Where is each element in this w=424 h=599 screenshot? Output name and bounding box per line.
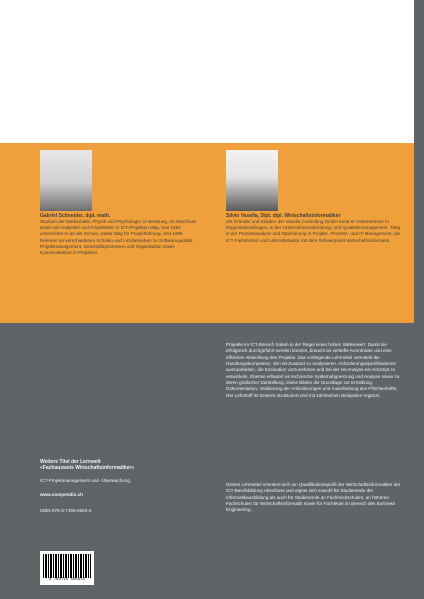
author-1-bio: Studium der Mathematik, Physik und Psychologie; in Beratung, im Abschluss sowie als Analytiker und Projektleiter in ICT-Projekten tätig. Seit 1993 unterrichtet er an der Schule, weiter tätig für Projektführung, Seit 1996 Referent an verschiedenen Schulen und Lehrbetrieben zu Softwarequalität, Projektmanagement, Geschäftsprozessen und Organisation sowie Kommunikation in Projekten. [40, 219, 197, 255]
series-title-line1: Weitere Titel der Lernwelt [40, 459, 101, 465]
barcode-bars [43, 554, 91, 578]
series-title-line2: «Fachausweis Wirtschaftsinformatiker» [40, 465, 135, 472]
description-paragraph-1: Projekte im ICT-Bereich haben in der Regel einen hohen Stellenwert: Damit sie erfolgreich durchgeführt werden können, braucht es vertiefte Kenntnisse und eine effiziente Abwicklung des Projekts. Das vorliegende Lehrmittel vermittelt die Handlungskompetenz, den Ist-Zustand zu analysieren. Anforderungsspezifikationen auszuarbeiten, die Evaluation vorzunehmen und bei der Ist-Analyse ein Konzept zu entwickeln. Ebenso erläutert es technische Systemabgrenzung und Analyse sowie zu deren grafischer Darstellung. Diese Bilden die Grundlage zur Ermittlung, Dokumentation, Validierung der Anforderungen und Ausarbeitung des Pflichtenhefts. Der Lehrstoff ist bestens strukturiert und mit zahlreichen Beispielen ergänzt. [226, 342, 400, 398]
isbn-number: ISBN 978-3-7155-9563-4 [40, 508, 92, 514]
author-1-name: Gabriel Schneider, dipl. math. [40, 213, 111, 219]
barcode [40, 551, 94, 585]
author-photo-1 [40, 150, 92, 211]
barcode-digits: 9 783715 595634 [48, 578, 85, 582]
top-white-panel [0, 0, 414, 143]
author-2-bio: Als Gründer und Inhaber der Vasella Consulting GmbH berät er Unternehmen in Organisationsfragen, in der Unternehmensberatung, und Qualitätsmanagement. Tätig in der Prozessanalyse und Optimierung in Projekt-, Prozess- und IT-Management; als ICT-Fachdozent und Lehrmittelautor mit dem Schwerpunkt Wirtschaftsinformatik. [226, 219, 401, 243]
website-link[interactable]: www.compendio.ch [40, 491, 83, 497]
series-info [40, 459, 220, 515]
description-paragraph-2: Dieses Lehrmittel orientiert sich am Qualifikationsprofil der Wirtschaftsinformatiker der ICT-Berufsbildung Abschluss und eignet sich sowohl für Studierende der Informatikausbildung als auch für Studierende an Fachhochschulen, an höheren Fachschulen für Wirtschaftsinformatik sowie für Fachleute im Bereich des Business Engineering. [226, 482, 401, 513]
series-item: ICT-Projektmanagement und -Überwachung [40, 477, 130, 483]
author-photo-2 [226, 150, 278, 211]
author-2-name: Silvio Vasella, Dipl. dipl. Wirtschaftsinformatiker [226, 213, 341, 219]
